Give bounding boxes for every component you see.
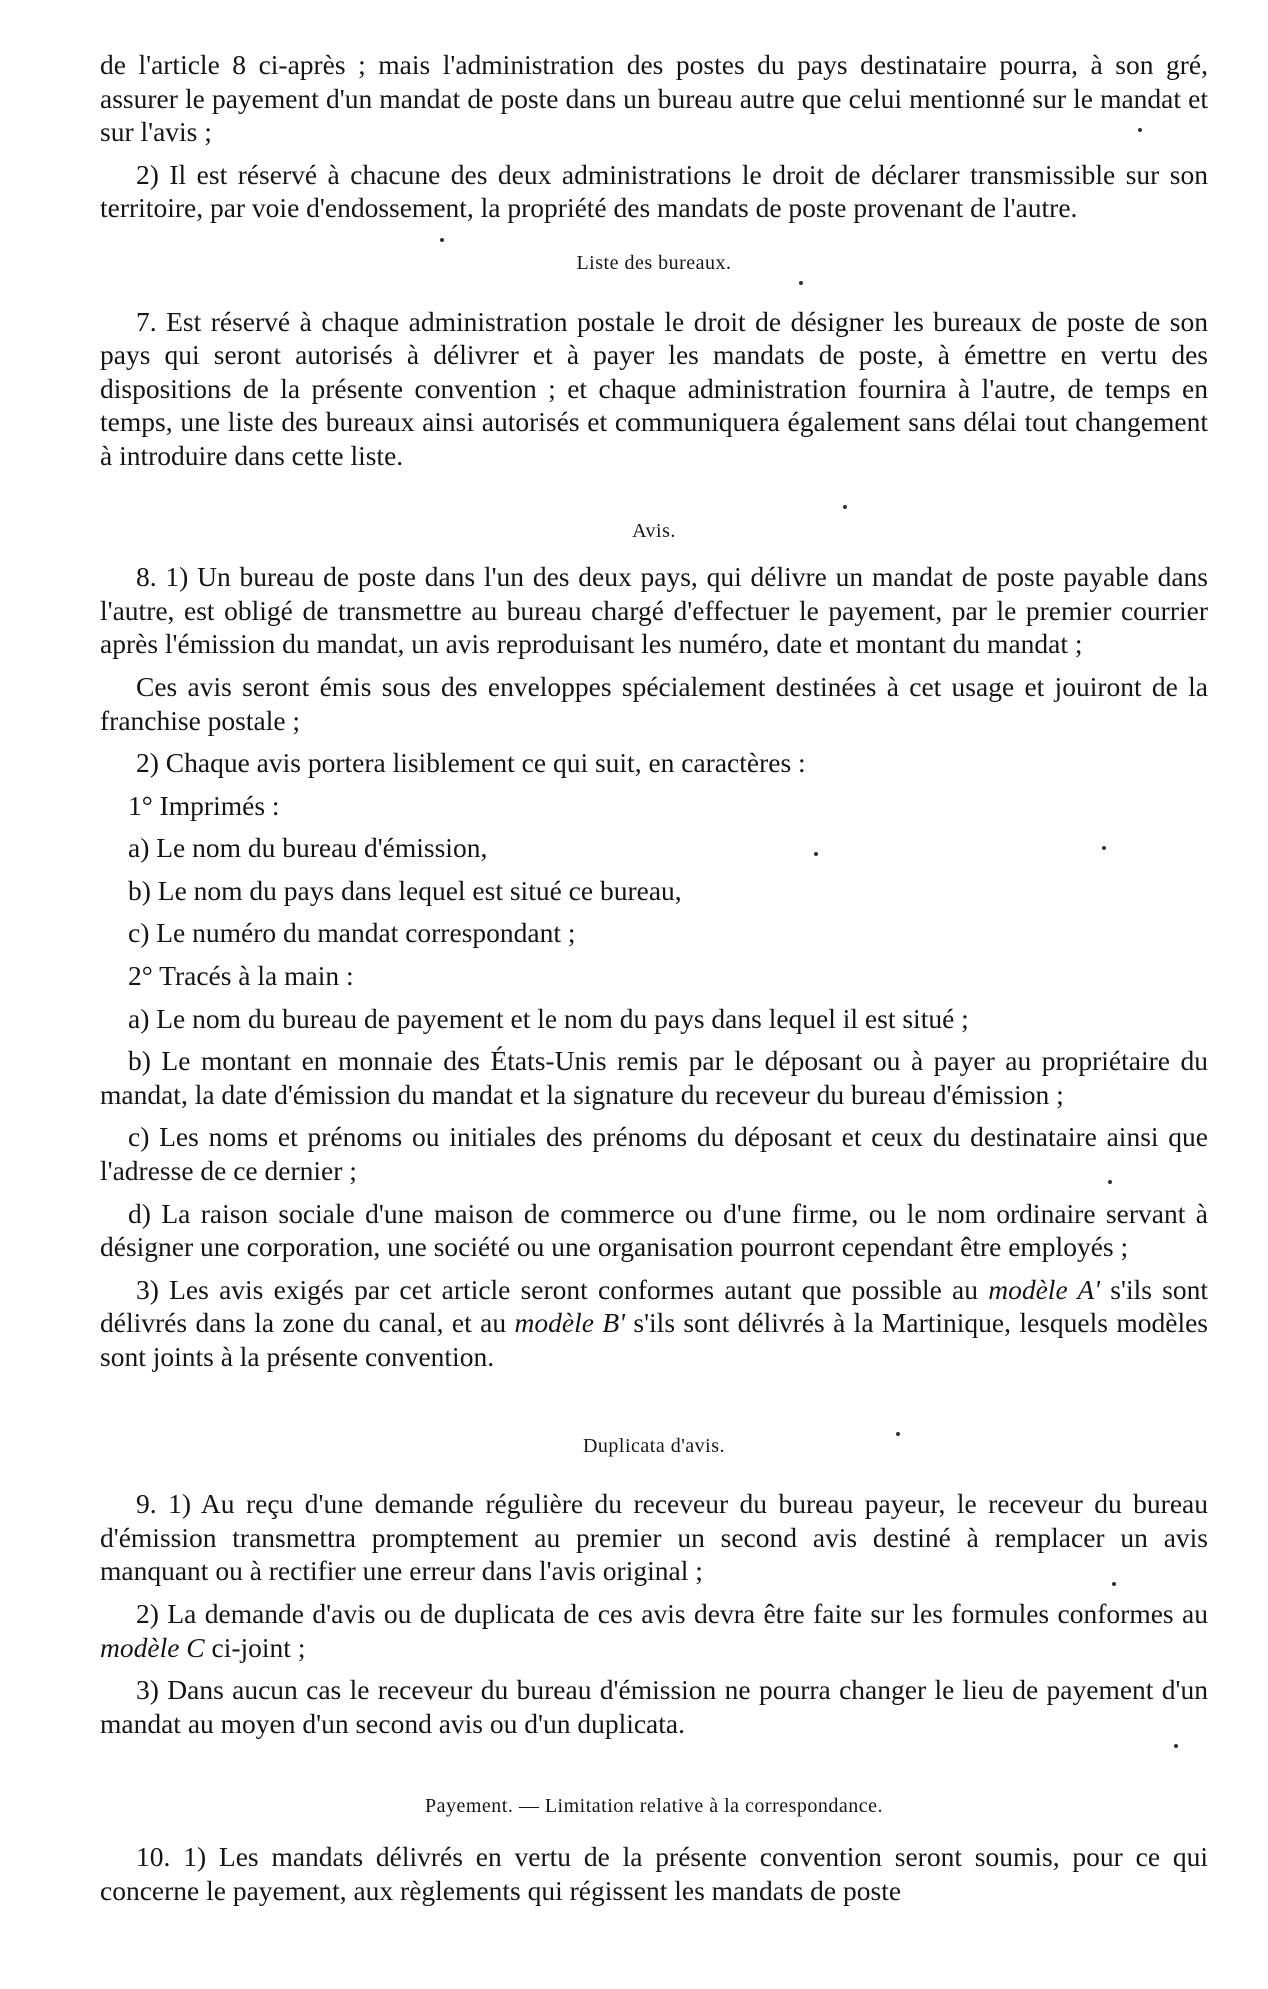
- text-segment: 2) La demande d'avis ou de duplicata de ces avis devra être faite sur les formules conformes au: [136, 1597, 1208, 1629]
- document-page: [100, 48, 1208, 1916]
- heading-duplicata-avis: Duplicata d'avis.: [582, 1434, 726, 1457]
- scan-speck: [799, 281, 803, 285]
- scan-speck: [1108, 1180, 1112, 1184]
- scan-speck: [1174, 1744, 1178, 1748]
- scan-speck: [1112, 1582, 1116, 1586]
- heading-liste-des-bureaux: Liste des bureaux.: [576, 251, 732, 274]
- model-reference: modèle A': [988, 1273, 1101, 1305]
- list-item-traces-d: d) La raison sociale d'une maison de commerce ou d'une firme, ou le nom ordinaire servant à désigner une corporation, une société ou une organisation pourront cependant être employés ;: [100, 1197, 1208, 1263]
- paragraph-article-10: 10. 1) Les mandats délivrés en vertu de la présente convention seront soumis, pour ce qui concerne le payement, aux règlements qui régissent les mandats de poste: [100, 1840, 1208, 1906]
- list-item-imprimes-a: a) Le nom du bureau d'émission,: [128, 832, 488, 864]
- heading-payement: Payement. — Limitation relative à la correspondance.: [424, 1795, 884, 1818]
- paragraph-article-7: 7. Est réservé à chaque administration postale le droit de désigner les bureaux de poste de son pays qui seront autorisés à délivrer et à payer les mandats de poste, à émettre en vertu des dispositions de la présente convention ; et chaque administration fournira à l'autre, de temps en temps, une liste des bureaux ainsi autorisés et communiquera également sans délai tout changement à introduire dans cette liste.: [100, 305, 1208, 471]
- list-item-imprimes-b: b) Le nom du pays dans lequel est situé ce bureau,: [128, 874, 682, 906]
- text-segment: s'ils sont délivrés à la Martinique, lesquels modèles sont joints à la présente convention.: [100, 1307, 1208, 1372]
- list-item-traces-a: a) Le nom du bureau de payement et le nom du pays dans lequel il est situé ;: [128, 1002, 969, 1034]
- scan-speck: [440, 238, 444, 242]
- paragraph-article-9-2: [100, 1597, 1208, 1664]
- paragraph-article-8-2: 2) Chaque avis portera lisiblement ce qui suit, en caractères :: [136, 747, 806, 779]
- text-segment: ci-joint ;: [204, 1631, 306, 1663]
- scan-speck: [1138, 128, 1142, 132]
- paragraph-article-9-3: 3) Dans aucun cas le receveur du bureau d'émission ne pourra changer le lieu de payement d'un mandat au moyen d'un second avis ou d'un duplicata.: [100, 1674, 1208, 1739]
- paragraph-article-8-1: 8. 1) Un bureau de poste dans l'un des deux pays, qui délivre un mandat de poste payable dans l'autre, est obligé de transmettre au bureau chargé d'effectuer le payement, par le premier courrier après l'émission du mandat, un avis reproduisant les numéro, date et montant du mandat ;: [100, 561, 1208, 660]
- heading-avis: Avis.: [632, 519, 676, 542]
- list-item-imprimes-c: c) Le numéro du mandat correspondant ;: [128, 917, 576, 949]
- scan-speck: [896, 1432, 900, 1436]
- scan-speck: [843, 505, 847, 509]
- paragraph-article-9-1: 9. 1) Au reçu d'une demande régulière du receveur du bureau payeur, le receveur du bureau d'émission transmettra promptement au premier un second avis destiné à remplacer un avis manquant ou à rectifier une erreur dans l'avis original ;: [100, 1488, 1208, 1587]
- paragraph-article-8-3: [100, 1273, 1208, 1374]
- scan-speck: [1102, 846, 1106, 850]
- paragraph-intro-1: de l'article 8 ci-après ; mais l'administration des postes du pays destinataire pourra, à son gré, assurer le payement d'un mandat de poste dans un bureau autre que celui mentionné sur le mandat et sur l'avis ;: [100, 49, 1208, 148]
- paragraph-intro-2: 2) Il est réservé à chacune des deux administrations le droit de déclarer transmissible sur son territoire, par voie d'endossement, la propriété des mandats de poste provenant de l'autre.: [100, 158, 1208, 224]
- list-heading-imprimes: 1° Imprimés :: [128, 789, 280, 821]
- text-segment: 3) Les avis exigés par cet article seront conformes autant que possible au: [136, 1273, 989, 1305]
- list-item-traces-b: b) Le montant en monnaie des États-Unis remis par le déposant ou à payer au propriétaire du mandat, la date d'émission du mandat et la signature du receveur du bureau d'émission ;: [100, 1045, 1208, 1110]
- list-heading-traces: 2° Tracés à la main :: [128, 960, 354, 992]
- scan-speck: [814, 852, 818, 856]
- model-reference: modèle B': [514, 1307, 625, 1339]
- paragraph-article-8-1b: Ces avis seront émis sous des enveloppes spécialement destinées à cet usage et jouiront de la franchise postale ;: [100, 670, 1208, 736]
- list-item-traces-c: c) Les noms et prénoms ou initiales des prénoms du déposant et ceux du destinataire ainsi que l'adresse de ce dernier ;: [100, 1121, 1208, 1187]
- text-segment: s'ils sont délivrés dans la zone du canal, et au: [100, 1273, 1208, 1339]
- model-reference: modèle C: [100, 1631, 205, 1663]
